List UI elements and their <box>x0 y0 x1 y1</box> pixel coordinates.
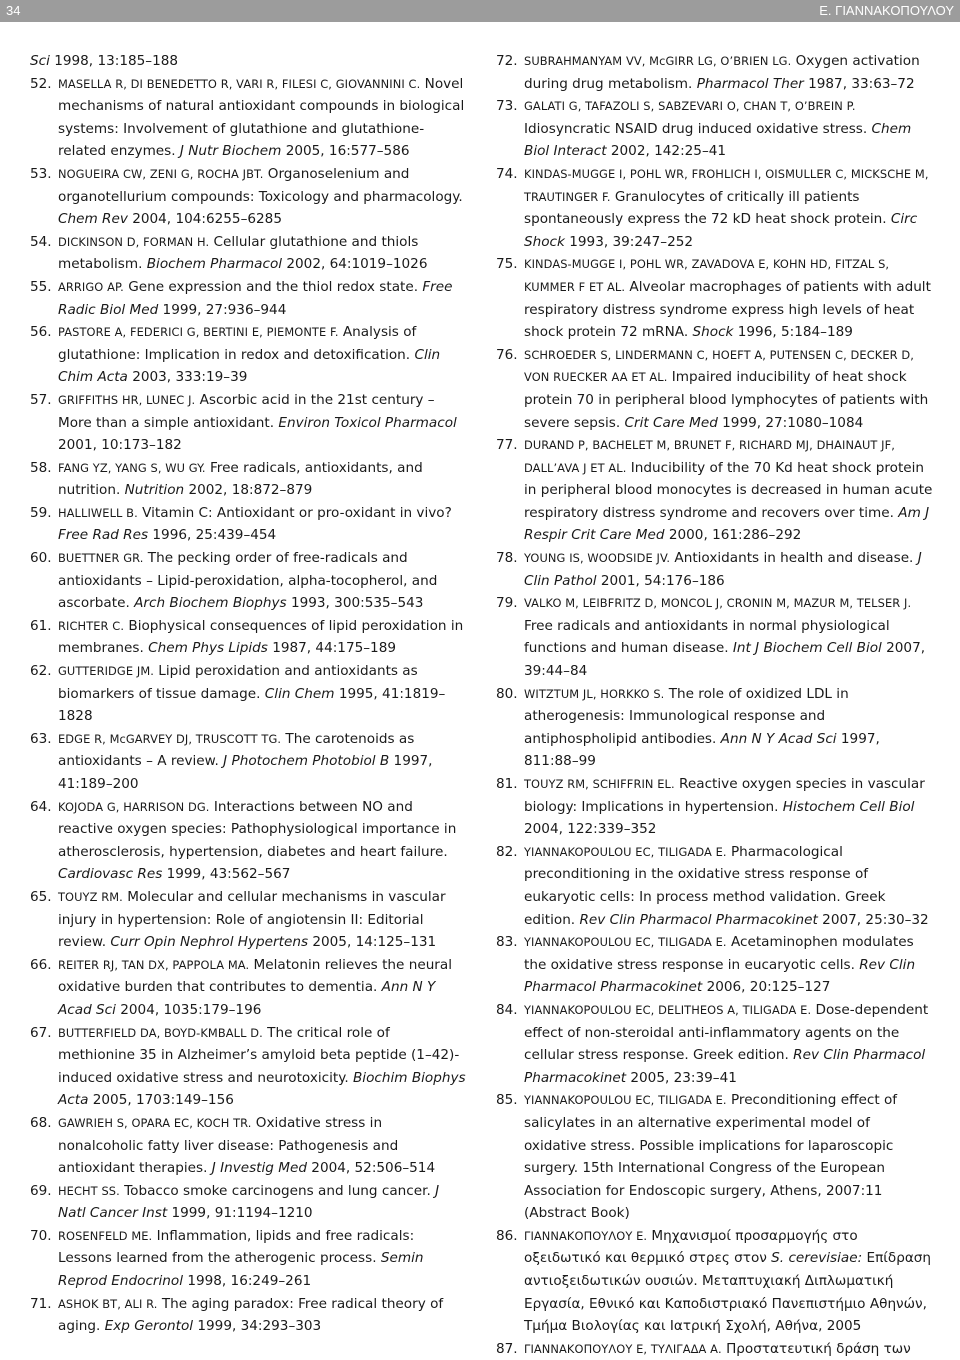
reference-details: 2002, 64:1019–1026 <box>282 256 428 273</box>
reference-journal: Pharmacol Ther <box>696 75 804 92</box>
reference-title: Alveolar macrophages of patients with adult respiratory distress syndrome express high levels of heat shock protein 72 mRNA. <box>524 278 931 341</box>
reference-authors: GAWRIEH S, OPARA EC, KOCH TR. <box>58 1115 252 1130</box>
reference-details: 2006, 20:125–127 <box>702 979 831 996</box>
reference-journal: Ann N Y Acad Sci <box>720 730 837 747</box>
reference-number: 84. <box>496 1001 518 1018</box>
reference-authors: KOJODA G, HARRISON DG. <box>58 799 210 814</box>
reference-number: 52. <box>30 75 52 92</box>
reference-entry <box>30 615 470 660</box>
reference-number: 83. <box>496 934 518 951</box>
reference-number: 80. <box>496 685 518 702</box>
reference-entry <box>30 796 470 886</box>
reference-title: Preconditioning effect of salicylates in an alternative experimental model of oxidative stress. Possible implications for laparoscopic surgery. 15th International Congress of the European Association for Endoscopic surgery, Athens, 2007:11 (Abstract Book) <box>524 1092 898 1222</box>
reference-title: Antioxidants in health and disease. <box>670 550 918 567</box>
reference-entry <box>496 434 936 547</box>
reference-details: 2004, 52:506–514 <box>306 1160 436 1177</box>
reference-details: 2002, 142:25–41 <box>606 143 727 160</box>
reference-details: 1999, 27:936–944 <box>158 301 287 318</box>
reference-authors: HECHT SS. <box>58 1183 120 1198</box>
reference-details: 1993, 39:247–252 <box>564 233 694 250</box>
reference-title: Granulocytes of critically ill patients spontaneously express the 72 kD heat shock protein. <box>524 188 891 228</box>
running-head-author: Ε. ΓΙΑΝΝΑΚΟΠΟΥΛΟΥ <box>819 3 954 18</box>
reference-journal: Chem Biol Interact <box>524 120 912 160</box>
reference-journal: Exp Gerontol <box>104 1318 194 1335</box>
reference-title: Organoselenium and organotellurium compounds: Toxicology and pharmacology. <box>58 165 463 205</box>
reference-journal: Cardiovasc Res <box>58 866 163 883</box>
reference-number: 76. <box>496 346 518 363</box>
reference-details: 1996, 5:184–189 <box>733 324 853 341</box>
reference-details: 2005, 23:39–41 <box>626 1069 737 1086</box>
reference-authors: ΓΙΑΝΝΑΚΟΠΟΥΛΟΥ Ε, ΤΥΛΙΓΑΔΑ Α. <box>524 1341 722 1356</box>
reference-number: 82. <box>496 843 518 860</box>
reference-entry <box>496 999 936 1089</box>
reference-title: Lipid peroxidation and antioxidants as biomarkers of tissue damage. <box>58 663 418 702</box>
reference-journal: Shock <box>692 324 734 341</box>
reference-title: Idiosyncratic NSAID drug induced oxidative stress. <box>524 120 872 137</box>
reference-authors: GALATI G, TAFAZOLI S, SABZEVARI O, CHAN T, O’BREIN P. <box>524 99 856 114</box>
reference-details: 2004, 1035:179–196 <box>115 1001 262 1018</box>
reference-title: Inducibility of the 70 Kd heat shock protein in peripheral blood monocytes is decreased in human acute respiratory distress syndrome and recovers over time. <box>524 459 933 521</box>
reference-journal: Semin Reprod Endocrinol <box>58 1250 424 1290</box>
reference-entry <box>30 276 470 321</box>
reference-authors: TOUYZ RM, SCHIFFRIN EL. <box>524 777 675 791</box>
reference-title: Analysis of glutathione: Implication in redox and detoxification. <box>58 324 417 363</box>
reference-entry <box>30 660 470 728</box>
reference-title: Ascorbic acid in the 21st century – More than a simple antioxidant. <box>58 391 435 431</box>
reference-title: The role of oxidized LDL in atherogenesis: Immunological response and antiphospholipid antibodies. <box>524 685 849 747</box>
reference-entry <box>30 1022 470 1112</box>
reference-entry <box>30 886 470 954</box>
reference-number: 73. <box>496 98 518 115</box>
reference-details: 2007, 39:44–84 <box>524 640 926 680</box>
reference-number: 85. <box>496 1092 518 1109</box>
reference-details: 2001, 54:176–186 <box>596 572 725 589</box>
reference-journal: Clin Chem <box>264 685 335 702</box>
reference-journal: Arch Biochem Biophys <box>134 595 287 612</box>
reference-authors: DICKINSON D, FORMAN H. <box>58 234 210 249</box>
reference-journal: Crit Care Med <box>624 414 718 431</box>
reference-details: 2005, 1703:149–156 <box>88 1092 234 1109</box>
reference-authors: ARRIGO AP. <box>58 279 124 294</box>
reference-journal: Clin Chim Acta <box>58 346 441 386</box>
reference-authors: MASELLA R, DI BENEDETTO R, VARI R, FILESI C, GIOVANNINI C. <box>58 76 421 91</box>
reference-authors: GUTTERIDGE JM. <box>58 664 154 679</box>
reference-number: 77. <box>496 437 518 454</box>
reference-entry <box>496 683 936 773</box>
reference-continuation <box>30 50 470 73</box>
reference-number: 56. <box>30 324 52 341</box>
reference-title: Vitamin C: Antioxidant or pro-oxidant in vivo? <box>137 504 452 521</box>
reference-journal: Free Rad Res <box>58 527 149 544</box>
page-number: 34 <box>6 3 21 18</box>
reference-details: 2005, 16:577–586 <box>281 143 410 160</box>
reference-entry <box>496 253 936 343</box>
reference-authors: WITZTUM JL, HORKKO S. <box>524 686 665 701</box>
reference-journal: Sci <box>30 53 50 69</box>
reference-details: 1999, 43:562–567 <box>162 866 291 883</box>
reference-journal: Chem Phys Lipids <box>148 640 268 657</box>
reference-details: 2000, 161:286–292 <box>664 527 802 544</box>
reference-number: 53. <box>30 165 52 182</box>
reference-entry <box>496 547 936 592</box>
running-header <box>0 0 960 22</box>
reference-title: The pecking order of free-radicals and antioxidants – Lipid-peroxidation, alpha-tocopherol, and ascorbate. <box>58 550 438 612</box>
reference-number: 71. <box>30 1295 52 1312</box>
reference-title: Μηχανισμοί προσαρμογής στο οξειδωτικό και θερμικό στρες στον <box>524 1227 858 1267</box>
reference-journal: Curr Opin Nephrol Hypertens <box>110 934 309 951</box>
reference-entry <box>30 1293 470 1338</box>
reference-details: 1995, 41:1819–1828 <box>58 685 446 725</box>
reference-number: 75. <box>496 256 518 273</box>
reference-number: 72. <box>496 53 518 69</box>
reference-authors: FANG YZ, YANG S, WU GY. <box>58 460 206 475</box>
reference-title: Dose-dependent effect of non-steroidal anti-inflammatory agents on the cellular stress response. Greek edition. <box>524 1001 929 1064</box>
reference-entry <box>496 931 936 999</box>
reference-details: 2004, 104:6255–6285 <box>127 211 282 228</box>
reference-entry <box>496 592 936 682</box>
reference-entry <box>30 1180 470 1225</box>
reference-journal: Am J Respir Crit Care Med <box>524 504 930 544</box>
reference-details: 1996, 25:439–454 <box>148 527 277 544</box>
reference-details: 2005, 14:125–131 <box>308 934 437 951</box>
reference-journal: J Nutr Biochem <box>179 143 282 160</box>
reference-journal: J Photochem Photobiol B <box>223 753 390 770</box>
reference-column-left <box>30 50 470 1338</box>
reference-entry <box>30 954 470 1022</box>
reference-number: 81. <box>496 776 518 792</box>
reference-authors: NOGUEIRA CW, ZENI G, ROCHA JBT. <box>58 166 264 181</box>
reference-journal: Chem Rev <box>58 211 128 228</box>
reference-title: Interactions between NO and reactive oxygen species: Pathophysiological importance in atherosclerosis, hypertension, diabetes and heart failure. <box>58 798 457 860</box>
reference-authors: BUTTERFIELD DA, BOYD-KMBALL D. <box>58 1025 263 1040</box>
reference-number: 87. <box>496 1340 518 1357</box>
reference-details: 1998, 16:249–261 <box>183 1273 312 1290</box>
reference-journal: Biochem Pharmacol <box>146 256 283 273</box>
reference-title: The carotenoids as antioxidants – A review. <box>58 730 415 770</box>
reference-entry <box>496 841 936 931</box>
reference-journal: Ann N Y Acad Sci <box>58 979 436 1018</box>
reference-authors: KINDAS-MUGGE I, POHL WR, ZAVADOVA E, KOHN HD, FITZAL S, KUMMER F ET AL. <box>524 257 890 294</box>
reference-entry <box>496 95 936 163</box>
reference-entry <box>30 457 470 502</box>
reference-entry <box>30 321 470 389</box>
reference-title: Free radicals, antioxidants, and nutrition. <box>58 459 423 499</box>
reference-number: 63. <box>30 730 52 747</box>
reference-entry <box>30 163 470 231</box>
reference-journal: S. cerevisiae: <box>771 1250 863 1267</box>
reference-authors: YIANNAKOPOULOU EC, TILIGADA E. <box>524 844 727 859</box>
reference-authors: SUBRAHMANYAM VV, McGIRR LG, O’BRIEN LG. <box>524 54 792 68</box>
reference-title: The aging paradox: Free radical theory of aging. <box>58 1295 444 1335</box>
reference-authors: SCHROEDER S, LINDERMANN C, HOEFT A, PUTENSEN C, DECKER D, VON RUECKER AA ET AL. <box>524 347 914 385</box>
reference-title: Oxidative stress in nonalcoholic fatty liver disease: Pathogenesis and antioxidant therapies. <box>58 1114 399 1177</box>
reference-column-right <box>496 50 936 1360</box>
reference-number: 61. <box>30 617 52 634</box>
reference-journal: Rev Clin Pharmacol Pharmacokinet <box>524 956 916 996</box>
reference-authors: RICHTER C. <box>58 618 125 633</box>
reference-entry <box>496 1338 936 1360</box>
reference-title: Pharmacological preconditioning in the oxidative stress response of eukaryotic cells: In process method validation. Greek edition. <box>524 843 886 928</box>
reference-authors: REITER RJ, TAN DX, PAPPOLA MA. <box>58 957 250 972</box>
reference-entry <box>30 728 470 796</box>
reference-number: 86. <box>496 1227 518 1244</box>
reference-details: 2007, 25:30–32 <box>817 911 929 928</box>
reference-entry <box>30 389 470 457</box>
reference-number: 55. <box>30 278 52 295</box>
reference-authors: EDGE R, McGARVEY DJ, TRUSCOTT TG. <box>58 731 282 746</box>
reference-entry <box>496 344 936 434</box>
reference-number: 66. <box>30 956 52 973</box>
reference-journal: Int J Biochem Cell Biol <box>732 640 882 657</box>
reference-details: 1999, 27:1080–1084 <box>717 414 864 431</box>
reference-entry <box>30 547 470 615</box>
reference-details: Επίδραση αντιοξειδωτικών ουσιών. Μεταπτυχιακή Διπλωματική Εργασία, Εθνικό και Καποδιστριακό Πανεπιστήμιο Αθηνών, Τμήμα Βιολογίας και Ιατρική Σχολή, Αθήνα, 2005 <box>524 1250 932 1335</box>
reference-number: 64. <box>30 798 52 815</box>
reference-number: 58. <box>30 459 52 476</box>
reference-number: 57. <box>30 391 52 408</box>
reference-entry <box>496 1225 936 1338</box>
reference-number: 68. <box>30 1114 52 1131</box>
reference-entry <box>30 231 470 276</box>
reference-authors: YIANNAKOPOULOU EC, DELITHEOS A, TILIGADA E. <box>524 1002 812 1017</box>
reference-details: 1987, 44:175–189 <box>267 640 397 657</box>
reference-journal: Biochim Biophys Acta <box>58 1069 466 1109</box>
reference-authors: YOUNG IS, WOODSIDE JV. <box>524 551 671 566</box>
reference-title: Προστατευτική δράση των <box>721 1340 911 1357</box>
reference-number: 54. <box>30 233 52 250</box>
reference-details: 1998, 13:185–188 <box>49 53 179 69</box>
reference-authors: DURAND P, BACHELET M, BRUNET F, RICHARD MJ, DHAINAUT JF, DALL’AVA J ET AL. <box>524 438 896 475</box>
reference-authors: VALKO M, LEIBFRITZ D, MONCOL J, CRONIN M, MAZUR M, TELSER J. <box>524 596 912 611</box>
reference-journal: Environ Toxicol Pharmacol <box>278 414 457 431</box>
reference-authors: HALLIWELL B. <box>58 505 138 520</box>
reference-number: 65. <box>30 888 52 905</box>
reference-authors: YIANNAKOPOULOU EC, TILIGADA E. <box>524 935 727 950</box>
reference-authors: ROSENFELD ME. <box>58 1228 153 1243</box>
reference-journal: Rev Clin Pharmacol Pharmacokinet <box>524 1047 926 1086</box>
reference-details: 2002, 18:872–879 <box>184 482 313 499</box>
reference-entry <box>30 502 470 547</box>
reference-title: Reactive oxygen species in vascular biology: Implications in hypertension. <box>524 776 925 815</box>
reference-details: 2001, 10:173–182 <box>58 437 182 454</box>
reference-journal: Free Radic Biol Med <box>58 278 453 318</box>
reference-authors: ASHOK BT, ALI R. <box>58 1296 158 1311</box>
reference-authors: BUETTNER GR. <box>58 551 144 566</box>
reference-number: 67. <box>30 1024 52 1041</box>
reference-number: 59. <box>30 504 52 521</box>
reference-title: Tobacco smoke carcinogens and lung cancer. <box>119 1182 436 1199</box>
reference-number: 79. <box>496 595 518 612</box>
reference-number: 78. <box>496 550 518 567</box>
reference-title: Molecular and cellular mechanisms in vascular injury in hypertension: Role of angiotensin II: Editorial review. <box>58 888 446 951</box>
reference-details: 2003, 333:19–39 <box>127 369 248 386</box>
reference-number: 60. <box>30 550 52 567</box>
reference-details: 1993, 300:535–543 <box>286 595 424 612</box>
reference-number: 62. <box>30 663 52 680</box>
reference-journal: Histochem Cell Biol <box>782 798 915 815</box>
reference-journal: Circ Shock <box>524 211 918 250</box>
reference-entry <box>496 50 936 95</box>
reference-journal: J Clin Pathol <box>524 550 922 589</box>
reference-entry <box>30 1112 470 1180</box>
reference-title: Melatonin relieves the neural oxidative burden that contributes to dementia. <box>58 956 453 996</box>
reference-entry <box>30 73 470 163</box>
reference-title: Cellular glutathione and thiols metabolism. <box>58 233 419 273</box>
reference-details: 1999, 91:1194–1210 <box>167 1205 313 1222</box>
reference-authors: ΓΙΑΝΝΑΚΟΠΟΥΛΟΥ Ε. <box>524 1228 648 1243</box>
reference-title: Free radicals and antioxidants in normal physiological functions and human disease. <box>524 617 890 657</box>
reference-entry <box>496 1089 936 1225</box>
reference-entry <box>30 1225 470 1293</box>
reference-journal: J Investig Med <box>211 1160 307 1177</box>
reference-details: 1987, 33:63–72 <box>803 75 915 92</box>
reference-authors: YIANNAKOPOULOU EC, TILIGADA E. <box>524 1093 727 1108</box>
reference-entry <box>496 773 936 841</box>
reference-number: 74. <box>496 165 518 182</box>
reference-authors: GRIFFITHS HR, LUNEC J. <box>58 392 196 407</box>
reference-title: The critical role of methionine 35 in Alzheimer’s amyloid beta peptide (1–42)-induced oxidative stress and neurotoxicity. <box>58 1024 460 1086</box>
reference-details: 1999, 34:293–303 <box>193 1318 322 1335</box>
reference-title: Impaired inducibility of heat shock protein 70 in peripheral blood lymphocytes of patients with severe sepsis. <box>524 369 929 431</box>
reference-details: 2004, 122:339–352 <box>524 821 657 838</box>
reference-authors: KINDAS-MUGGE I, POHL WR, FROHLICH I, OISMULLER C, MICKSCHE M, TRAUTINGER F. <box>524 166 929 204</box>
reference-number: 70. <box>30 1227 52 1244</box>
reference-authors: TOUYZ RM. <box>58 889 123 904</box>
reference-title: Novel mechanisms of natural antioxidant compounds in biological systems: Involvement of glutathione and glutathione-related enzymes. <box>58 75 465 160</box>
reference-journal: Nutrition <box>124 482 185 499</box>
reference-journal: J Natl Cancer Inst <box>58 1182 440 1222</box>
reference-title: Oxygen activation during drug metabolism. <box>524 53 920 92</box>
reference-title: Biophysical consequences of lipid peroxidation in membranes. <box>58 617 464 657</box>
reference-title: Gene expression and the thiol redox state. <box>123 278 423 295</box>
reference-journal: Rev Clin Pharmacol Pharmacokinet <box>579 911 818 928</box>
reference-title: Inflammation, lipids and free radicals: Lessons learned from the atherogenic process. <box>58 1227 415 1267</box>
reference-details: 1997, 811:88–99 <box>524 730 880 770</box>
reference-details: 1997, 41:189–200 <box>58 753 433 792</box>
reference-entry <box>496 163 936 253</box>
reference-number: 69. <box>30 1182 52 1199</box>
reference-authors: PASTORE A, FEDERICI G, BERTINI E, PIEMONTE F. <box>58 325 339 340</box>
reference-title: Acetaminophen modulates the oxidative stress response in eucaryotic cells. <box>524 934 914 973</box>
